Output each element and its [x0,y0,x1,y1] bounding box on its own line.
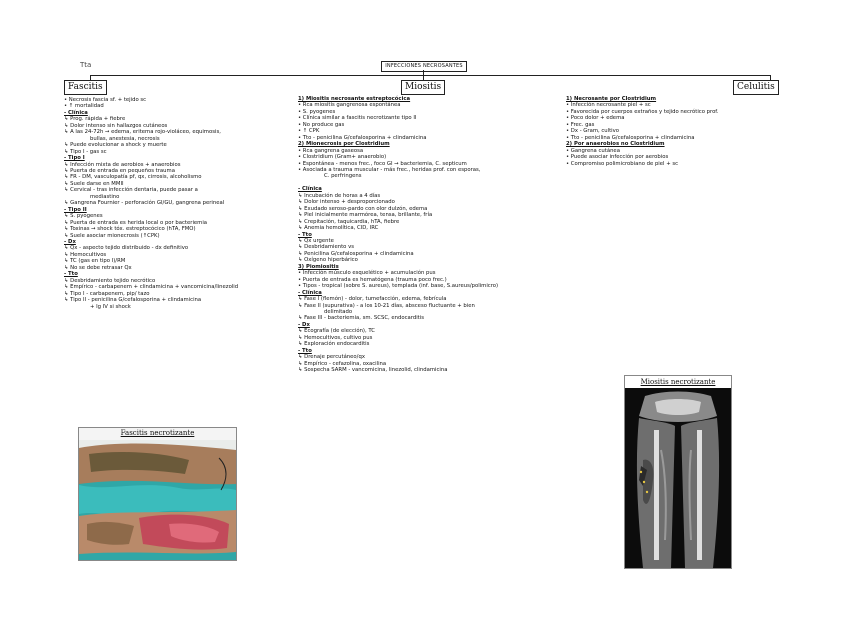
celulitis-line: • Tto - penicilina G/cefalosporina + clindamicina [566,134,695,141]
miositis-line: ↳ Desbridamiento vs [298,244,354,251]
header-celulitis: Celulitis [733,80,779,95]
fascitis-line: ↳ Empírico - carbapenem + clindamicina + vancomicina/linezolid [64,284,239,291]
miositis-line: • Clínica similar a fascitis necrotizante tipo II [298,115,417,122]
miositis-line: ↳ Drenaje percutáneo/qx [298,354,365,361]
fascitis-line: ↳ Suele darse en MMII [64,180,124,187]
miositis-line: - Clínica [298,289,322,296]
miositis-line: ↳ Exploración endocarditis [298,341,370,348]
miositis-line: 3) Piomiositis [298,263,339,270]
miositis-line: ↳ Dolor intenso + desproporcionado [298,199,395,206]
fascitis-line: ↳ Qx - aspecto tejido distribuido - dx definitivo [64,245,189,252]
header-fascitis: Fascitis [64,80,107,95]
miositis-line: ↳ Fase III - bacteriemia, sm. SCSC, endocarditis [298,315,424,322]
miositis-photo-caption: Miositis necrotizante [625,376,731,388]
celulitis-line: • Frec. gas [566,121,595,128]
leg-wound-image [79,440,236,560]
miositis-line: ↳ Incubación de horas a 4 días [298,192,381,199]
miositis-line: • Asociada a trauma muscular - más frec., heridas prof. con esporas, [298,166,481,173]
miositis-line: • Puerta de entrada es hematógena (trauma poco frec.) [298,276,447,283]
miositis-line: - Tto [298,347,312,354]
fascitis-line: - Dx [64,238,76,245]
fascitis-line: ↳ Gangrena Fournier - perforación GI/GU, gangrena perineal [64,200,225,207]
miositis-line: ↳ Crepitación, taquicardia, hTA, fiebre [298,218,400,225]
corner-label: Tta [80,61,92,69]
celulitis-line: • Infección necrosante piel + sc [566,102,651,109]
fascitis-line: mediastino [90,193,120,200]
celulitis-line: 1) Necrosante por Clostridium [566,96,657,102]
miositis-line: ↳ Hemocultivos, cultivo pus [298,334,373,341]
fascitis-line: - Tipo II [64,206,87,213]
miositis-line: ↳ Piel inicialmente marmórea, tensa, brillante, fría [298,212,433,219]
fascitis-line: ↳ TC (gas en tipo I)/RM [64,258,126,265]
fascitis-column [64,97,238,310]
miositis-line: ↳ Exudado seroso-pardo con olor dulzón, edema [298,205,428,212]
miositis-line: • S. pyogenes [298,108,336,115]
fascitis-line: ↳ Desbridamiento tejido necrótico [64,277,156,284]
fascitis-line: ↳ Hemocultivos [64,251,107,258]
main-title: INFECCIONES NECROSANTES [381,61,467,72]
miositis-line: delimitado [324,308,353,315]
miositis-line: - Dx [298,321,310,328]
miositis-line: ↳ Ecografía (de elección), TC [298,328,375,335]
miositis-line: • Tipos - tropical (sobre S. aureus), templada (inf. base, S.aureus/polimicro) [298,283,499,290]
miositis-line: C. perfringens [324,173,362,180]
fascitis-photo [78,427,237,561]
fascitis-line: • ↑ mortalidad [64,103,104,110]
miositis-line: • Infección músculo esquelético + acumulación pus [298,270,436,277]
miositis-line: • Tto - penicilina G/cefalosporina + clindamicina [298,134,427,141]
fascitis-photo-caption: Fascitis necrotizante [120,429,195,437]
miositis-line: ↳ Oxígeno hiperbárico [298,257,358,264]
fascitis-line: ↳ Puede evolucionar a shock y muerte [64,142,167,149]
fascitis-line: + Ig IV si shock [90,303,131,310]
miositis-line: • ↑ CPK [298,128,320,135]
celulitis-line: • Dx - Gram, cultivo [566,128,620,135]
fascitis-line: ↳ Prog. rápida + fiebre [64,116,126,123]
miositis-line: • Rca miositis gangrenosa espontánea [298,102,401,109]
fascitis-line: ↳ A las 24-72h → edema, eritema rojo-violáceo, equimosis, [64,129,221,136]
miositis-line: • No produce gas [298,121,345,128]
celulitis-column [566,96,718,167]
fascitis-line: ↳ Puerta de entrada es herida local o por bacteriemia [64,219,208,226]
fascitis-line: - Tipo I [64,155,85,162]
miositis-line: • Rca gangrena gaseosa [298,147,364,154]
tree-connector-horizontal [90,75,770,76]
celulitis-line: • Poco dolor + edema [566,115,625,122]
miositis-line: 2) Mionecrosis por Clostridium [298,141,390,148]
fascitis-line: ↳ S. pyogenes [64,213,103,220]
celulitis-line: • Puede asociar infección por aerobios [566,154,669,161]
mri-thighs-image [625,390,731,568]
celulitis-line: • Compromiso polimicrobiano de piel + sc [566,160,678,167]
celulitis-line: • Gangrena cutánea [566,147,620,154]
fascitis-line: bullas, anestesia, necrosis [90,135,160,142]
fascitis-line: ↳ Suele asociar mionecrosis (↑CPK) [64,232,160,239]
miositis-line: • Clostridium (Gram+ anaerobio) [298,154,387,161]
miositis-column [298,96,498,373]
fascitis-line: ↳ FR - DM, vasculopatía pf, qx, cirrosis, alcoholismo [64,174,202,181]
fascitis-line: ↳ Puerta de entrada en pequeños trauma [64,167,175,174]
fascitis-line: ↳ Tipo II - penicilina G/cefalosporina + clindamicina [64,297,202,304]
fascitis-line: ↳ Tipo I - carbapenem, pip/ tazo [64,290,150,297]
miositis-line: 1) Miositis necrosante estreptocócica [298,96,411,102]
fascitis-line: - Tto [64,271,78,278]
celulitis-line: • Favorecida por cuerpos extraños y tejido necrótico prof. [566,108,719,115]
fascitis-line: ↳ Dolor intenso sin hallazgos cutáneos [64,122,168,129]
miositis-photo [624,375,732,569]
fascitis-line: • Necrosis fascia sf. + tejido sc [64,97,147,103]
miositis-line: ↳ Penicilina G/cefalosporina + clindamicina [298,250,414,257]
fascitis-line: ↳ Cervical - tras infección dentaria, puede pasar a [64,187,198,194]
miositis-line: - Tto [298,231,312,238]
miositis-line: ↳ Anemia hemolítica, CID, IRC [298,225,379,232]
header-miositis: Miositis [401,80,445,95]
celulitis-line: 2) Por anaerobios no Clostridium [566,141,665,148]
fascitis-line: ↳ Toxinas → shock tóx. estreptocócico (hTA, FMO) [64,226,196,233]
fascitis-line: - Clínica [64,109,88,116]
miositis-line: ↳ Fase II (supurativa) - a los 10-21 días, absceso fluctuante + bien [298,302,475,309]
fascitis-line: ↳ No se debe retrasar Qx [64,264,132,271]
miositis-line: ↳ Empírico - cefazolina, oxacilina [298,360,387,367]
miositis-line: - Clínica [298,186,322,193]
fascitis-line: ↳ Tipo I - gas sc [64,148,107,155]
miositis-line: • Espontánea - menos frec., foco GI → bacteriemia, C. septicum [298,160,467,167]
fascitis-line: ↳ Infección mixta de aerobios + anaerobios [64,161,181,168]
miositis-line: ↳ Fase I (flemón) - dolor, tumefacción, edema, febrícula [298,296,447,303]
miositis-line: ↳ Qx urgente [298,237,334,244]
miositis-line: ↳ Sospecha SARM - vancomicina, linezolid, clindamicina [298,367,448,374]
